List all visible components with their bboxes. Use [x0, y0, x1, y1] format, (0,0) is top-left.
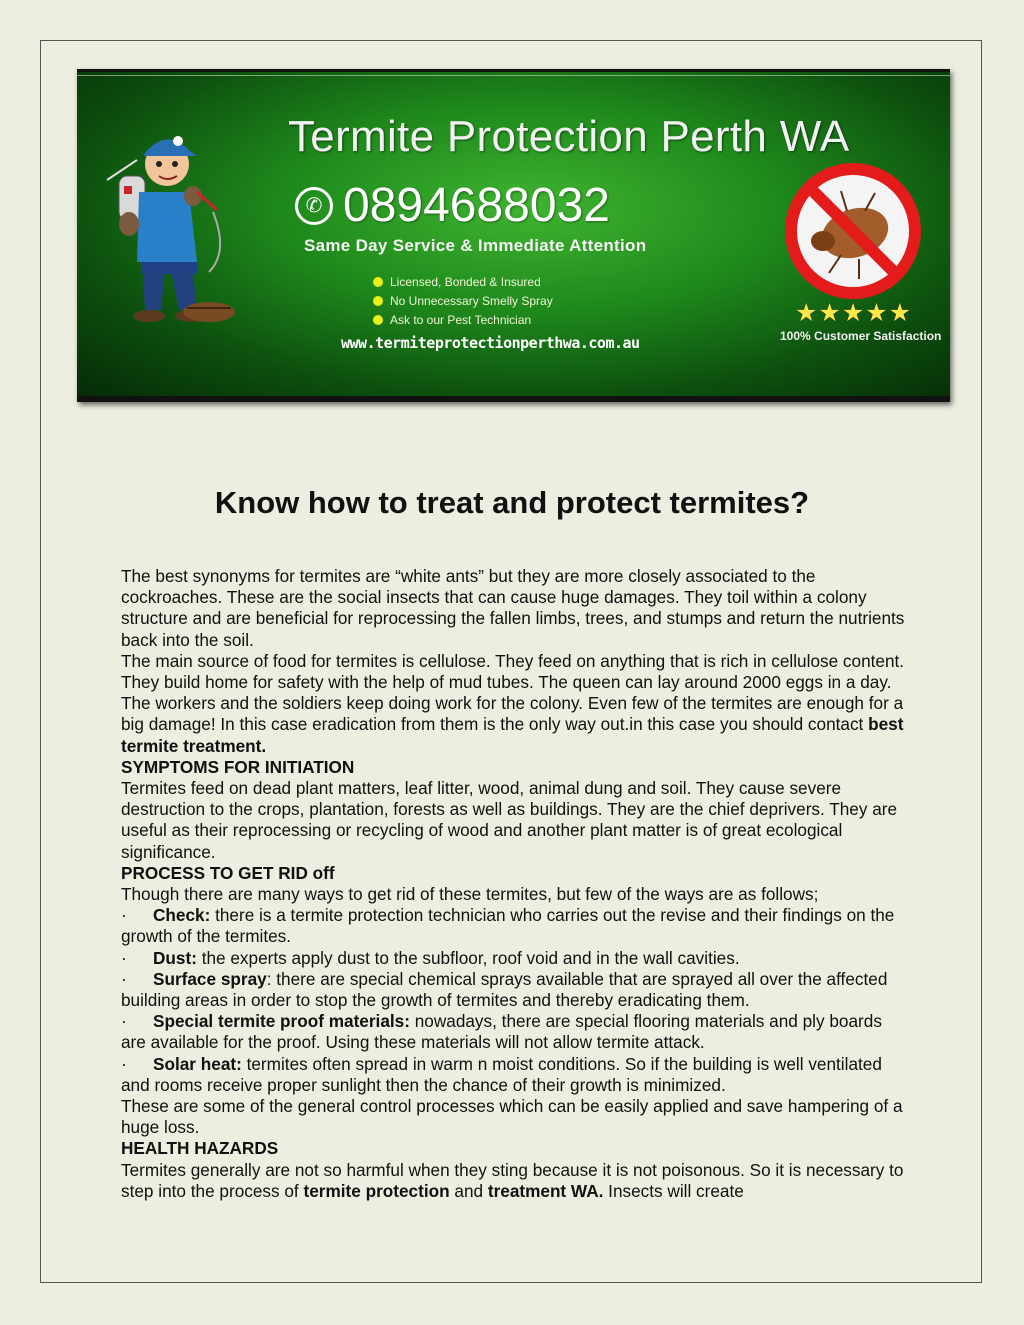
feature-item: Ask to our Pest Technician	[373, 310, 553, 329]
feature-item: Licensed, Bonded & Insured	[373, 272, 553, 291]
health-paragraph: Termites generally are not so harmful when they sting because it is not poisonous. So it is necessary to step into the process of termite protection and treatment WA. Insects will create	[121, 1159, 904, 1201]
header-banner	[77, 69, 950, 402]
feature-item: No Unnecessary Smelly Spray	[373, 291, 553, 310]
pest-technician-mascot-icon	[89, 112, 239, 332]
bullet-dot-icon	[373, 315, 383, 325]
bullet-icon: ·	[121, 1011, 127, 1032]
banner-top-line	[77, 75, 950, 76]
banner-tagline: Same Day Service & Immediate Attention	[304, 236, 647, 255]
article-body	[121, 566, 911, 1202]
phone-icon: ✆	[295, 187, 333, 225]
bullet-icon: ·	[121, 968, 127, 989]
phone-number[interactable]: 0894688032	[343, 179, 610, 232]
process-intro: Though there are many ways to get rid of these termites, but few of the ways are as follows;	[121, 884, 819, 905]
process-heading: PROCESS TO GET RID off	[121, 862, 335, 883]
bullet-icon: ·	[121, 1053, 127, 1074]
page-title: Know how to treat and protect termites?	[214, 485, 810, 520]
health-heading: HEALTH HAZARDS	[121, 1138, 279, 1159]
no-bug-icon	[783, 161, 923, 301]
rating-stars-icon: ★★★★★	[795, 299, 913, 327]
bullet-icon: ·	[121, 905, 127, 926]
process-outro: These are some of the general control processes which can be easily applied and save hampering of a huge loss.	[121, 1096, 903, 1138]
termite-protection-link[interactable]: termite protection	[303, 1180, 450, 1201]
satisfaction-label: 100% Customer Satisfaction	[780, 329, 942, 343]
bullet-item: · Dust: the experts apply dust to the subfloor, roof void and in the wall cavities.	[121, 947, 740, 968]
bullet-dot-icon	[373, 296, 383, 306]
website-link[interactable]: www.termiteprotectionperthwa.com.au	[341, 334, 640, 352]
food-paragraph: The main source of food for termites is cellulose. They feed on anything that is rich in cellulose content. They build home for safety with the help of mud tubes. The queen can lay around 2000 eggs in a day. The workers and the soldiers keep doing work for the colony. Even few of the termites are enough for a big damage! In this case eradication from them is the only way out.in this case you should contact best termite treatment.	[121, 650, 905, 756]
bullet-item: · Solar heat: termites often spread in warm n moist conditions. So if the building is well ventilated and rooms receive proper sunlight then the chance of their growth is minimized.	[121, 1053, 882, 1095]
treatment-wa-link[interactable]: treatment WA.	[487, 1180, 604, 1201]
banner-title: Termite Protection Perth WA	[288, 112, 850, 161]
symptoms-heading: SYMPTOMS FOR INITIATION	[121, 756, 355, 777]
bullet-item: · Check: there is a termite protection technician who carries out the revise and their findings on the growth of the termites.	[121, 905, 895, 947]
feature-list	[373, 272, 553, 329]
bullet-item: · Special termite proof materials: nowadays, there are special flooring materials and ply boards are available for the proof. Using these materials will not allow termite attack.	[121, 1011, 882, 1053]
bullet-icon: ·	[121, 947, 127, 968]
phone-row	[295, 178, 610, 233]
treatment-link[interactable]: best termite treatment.	[121, 714, 904, 756]
symptoms-paragraph: Termites feed on dead plant matters, leaf litter, wood, animal dung and soil. They cause severe destruction to the crops, plantation, forests as well as buildings. They are the chief deprivers. They are useful as their reprocessing or recycling of wood and another plant matter is of great ecological significance.	[121, 778, 898, 862]
intro-paragraph: The best synonyms for termites are “white ants” but they are more closely associated to the cockroaches. These are the social insects that can cause huge damages. They toil within a colony structure and are beneficial for reprocessing the fallen limbs, trees, and stumps and return the nutrients back into the soil.	[121, 566, 905, 650]
bullet-item: · Surface spray: there are special chemical sprays available that are sprayed all over the affected building areas in order to stop the growth of termites and thereby eradicating them.	[121, 968, 888, 1011]
bullet-dot-icon	[373, 277, 383, 287]
